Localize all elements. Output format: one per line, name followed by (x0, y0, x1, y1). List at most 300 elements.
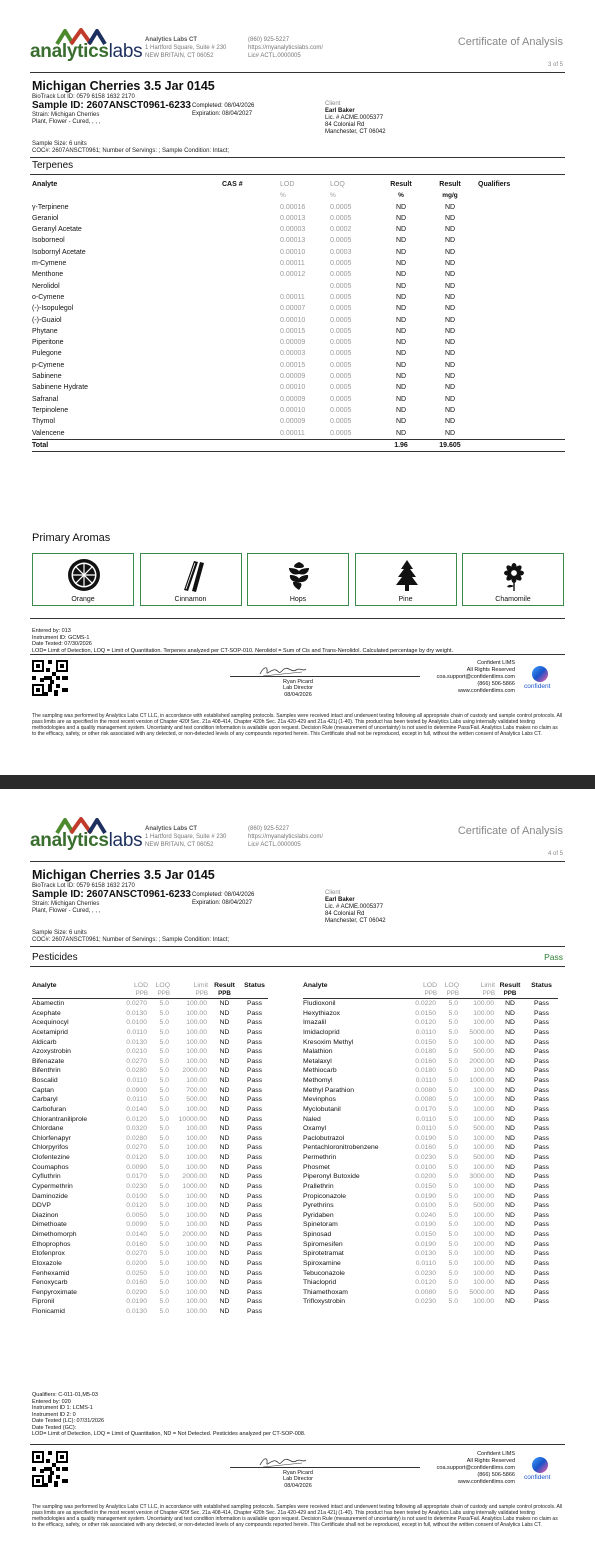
page-number: 3 of 5 (547, 62, 563, 68)
lims-info (400, 1451, 515, 1486)
table-cell: γ-Terpinene (32, 203, 69, 211)
table-cell: 5.0 (448, 1231, 458, 1238)
table-cell: 5.0 (159, 1028, 169, 1036)
table-cell: 5.0 (159, 1115, 169, 1123)
pesticides-table-right (303, 981, 558, 1307)
pesticides-table-left (32, 981, 268, 1317)
table-cell: (-)-Isopulegol (32, 305, 74, 313)
table-cell: Pass (533, 1221, 550, 1229)
table-cell: 5.0 (159, 1057, 169, 1065)
table-cell: Safranal (32, 395, 59, 403)
table-cell: 5.0 (159, 1163, 169, 1171)
total-cell (222, 439, 280, 451)
table-cell: 0.0005 (330, 305, 352, 313)
table-row (303, 1124, 558, 1134)
table-cell: ND (219, 1086, 230, 1094)
table-cell: ND (219, 1221, 230, 1229)
table-cell: 0.0005 (330, 260, 352, 268)
unit-cell (525, 990, 558, 999)
table-cell: 0.0005 (330, 203, 352, 211)
table-cell: Pass (533, 1182, 550, 1190)
table-cell: Pass (246, 1067, 263, 1075)
table-cell: 0.0110 (415, 1028, 436, 1036)
qr-code[interactable] (32, 1451, 68, 1487)
table-cell: m-Cymene (32, 260, 67, 268)
table-cell: 0.0130 (126, 1308, 147, 1315)
table-row (303, 1009, 558, 1019)
table-row (32, 337, 565, 348)
table-row (32, 1297, 268, 1307)
table-cell: ND (505, 1028, 515, 1036)
table-cell: Captan (32, 1086, 54, 1094)
table-cell: Pass (246, 1134, 263, 1142)
coa-page-3 (0, 0, 595, 775)
table-cell: 100.00 (473, 1086, 494, 1094)
section-title-terpenes: Terpenes (32, 160, 74, 171)
qualifier-cell (478, 360, 565, 371)
table-cell: 3000.00 (469, 1173, 494, 1181)
table-cell: ND (219, 1067, 230, 1075)
table-row (32, 1153, 268, 1163)
table-row (32, 1163, 268, 1173)
table-cell: Aldicarb (32, 1038, 57, 1046)
table-row (303, 1211, 558, 1221)
lims-rights: All Rights Reserved (466, 1458, 515, 1464)
table-cell: 500.00 (473, 1154, 494, 1161)
table-cell: ND (444, 373, 456, 381)
biotrack-id: BioTrack Lot ID: 0579 6158 1632 2170 (32, 94, 135, 100)
table-cell: Pass (533, 1048, 550, 1056)
table-cell: 5.0 (448, 1221, 458, 1229)
table-cell: Clofentezine (32, 1154, 70, 1161)
table-cell: 5.0 (159, 1279, 169, 1287)
table-cell: Carbaryl (32, 1096, 58, 1104)
table-cell: 100.00 (473, 1250, 494, 1258)
table-cell: Mevinphos (303, 1096, 336, 1104)
table-cell: Pass (246, 1057, 263, 1065)
table-cell: Pass (533, 1009, 550, 1017)
table-cell: ND (395, 214, 407, 222)
table-cell: 5.0 (448, 1067, 458, 1075)
lab-website[interactable]: https://myanalyticslabs.com/ (248, 834, 324, 840)
table-cell: ND (444, 429, 456, 437)
table-cell: ND (505, 1038, 515, 1046)
unit-cell: % (330, 192, 336, 200)
table-cell: 0.0100 (126, 1192, 147, 1200)
table-cell: ND (219, 1231, 230, 1238)
table-cell: Thiacloprid (303, 1279, 337, 1287)
product-type: Plant, Flower - Cured, , , , (32, 119, 101, 125)
column-header: LOQ (444, 982, 459, 989)
table-cell: Pass (246, 1163, 263, 1171)
table-cell: Chlorantraniliprole (32, 1115, 88, 1123)
table-cell: Coumaphos (32, 1163, 69, 1171)
table-cell: 0.0160 (415, 1144, 436, 1152)
table-cell: 0.0200 (126, 1259, 147, 1267)
column-header: LOD (134, 982, 148, 989)
table-cell: ND (444, 395, 456, 403)
table-header-row (303, 981, 558, 990)
table-cell: 100.00 (473, 1115, 494, 1123)
table-cell: Acetamiprid (32, 1028, 68, 1036)
table-cell: ND (505, 1182, 515, 1190)
logo-text-analytics: analytics (30, 41, 109, 62)
table-cell: 100.00 (186, 1211, 207, 1219)
table-cell: 100.00 (186, 1308, 207, 1315)
signatory-name: Ryan Picard (283, 1470, 313, 1476)
table-cell: Pass (533, 1134, 550, 1142)
table-cell: 0.0050 (126, 1211, 147, 1219)
table-row (32, 999, 268, 1009)
table-cell: 0.00007 (280, 305, 306, 313)
table-cell: 100.00 (473, 1134, 494, 1142)
table-cell: 5.0 (448, 1115, 458, 1123)
table-row (32, 235, 565, 246)
table-cell: 100.00 (186, 1105, 207, 1113)
table-cell: Paclobutrazol (303, 1134, 345, 1142)
table-cell: 0.0005 (330, 373, 352, 381)
table-cell: 100.00 (473, 1240, 494, 1248)
table-cell: 0.0140 (126, 1105, 147, 1113)
lims-info (400, 660, 515, 695)
table-cell: 100.00 (186, 1221, 207, 1229)
table-row (32, 1028, 268, 1038)
header-rule (30, 72, 565, 73)
table-cell: 100.00 (473, 1163, 494, 1171)
coa-title: Certificate of Analysis (457, 825, 563, 837)
qualifier-cell (478, 382, 565, 393)
table-cell: 5.0 (159, 1231, 169, 1238)
table-cell: ND (505, 1192, 515, 1200)
table-cell: ND (219, 1000, 230, 1007)
lab-contact (248, 36, 323, 60)
lims-site[interactable]: www.confidentlims.com (457, 1479, 515, 1485)
table-cell: ND (219, 1019, 230, 1027)
footer-line: Date Tested (GC): (32, 1424, 77, 1431)
table-row (303, 1259, 558, 1269)
table-cell (222, 360, 280, 371)
table-cell: 5.0 (159, 1202, 169, 1210)
table-cell: 5.0 (159, 1000, 169, 1007)
table-row (303, 1095, 558, 1105)
column-header: Result (390, 181, 412, 188)
table-cell: Pass (533, 1028, 550, 1036)
qr-code[interactable] (32, 660, 68, 696)
table-row (303, 1278, 558, 1288)
unit-cell: PPB (406, 990, 437, 999)
table-cell: 100.00 (473, 1144, 494, 1152)
table-cell: Cypermethrin (32, 1182, 73, 1190)
qualifier-cell (478, 292, 565, 303)
column-header: Result (439, 181, 461, 188)
table-row (32, 1240, 268, 1250)
table-cell: ND (219, 1096, 230, 1104)
qualifier-cell (478, 235, 565, 246)
table-cell: ND (219, 1259, 230, 1267)
page-separator (0, 775, 595, 789)
table-row (303, 1192, 558, 1202)
table-cell: 100.00 (186, 1057, 207, 1065)
table-cell: 100.00 (186, 1028, 207, 1036)
section-title-pesticides: Pesticides (32, 952, 78, 963)
qualifier-cell (478, 281, 565, 292)
table-row (32, 315, 565, 326)
table-cell: 0.0120 (415, 1279, 436, 1287)
hops-icon (281, 558, 317, 592)
table-cell: ND (395, 339, 407, 347)
unit-cell: mg/g (442, 192, 458, 200)
table-cell: Pass (246, 1250, 263, 1258)
table-cell: Chlorpyrifos (32, 1144, 69, 1152)
table-row (32, 202, 565, 213)
table-cell: ND (219, 1298, 230, 1306)
table-cell: ND (219, 1125, 230, 1133)
table-cell: Bifenazate (32, 1057, 65, 1065)
table-cell: Pass (246, 1173, 263, 1181)
table-cell: ND (395, 418, 407, 426)
table-cell: o-Cymene (32, 293, 65, 301)
table-cell: 0.0100 (415, 1163, 436, 1171)
lab-license: Lic# ACTL.0000005 (248, 842, 301, 848)
table-cell: ND (444, 384, 456, 392)
qr-code-icon (32, 1451, 68, 1487)
table-cell: 5.0 (159, 1298, 169, 1306)
table-cell: 0.0100 (126, 1019, 147, 1027)
table-cell: Daminozide (32, 1192, 68, 1200)
table-cell: 5.0 (159, 1105, 169, 1113)
logo-text-analytics: analytics (30, 830, 109, 851)
table-cell: Pass (246, 1192, 263, 1200)
table-cell: 0.0280 (126, 1067, 147, 1075)
table-cell: 2000.00 (469, 1057, 494, 1065)
table-cell: ND (395, 395, 407, 403)
table-cell: 5.0 (159, 1288, 169, 1296)
table-cell: 0.0120 (126, 1154, 147, 1161)
qualifier-cell (478, 269, 565, 280)
table-cell: Spiromesifen (303, 1240, 343, 1248)
table-cell: 0.0080 (415, 1096, 436, 1104)
table-cell: Chlordane (32, 1125, 64, 1133)
table-cell: Pass (533, 1154, 550, 1161)
footer-line: Instrument ID: GCMS-1 (32, 634, 90, 641)
product-type: Plant, Flower - Cured, , , , (32, 908, 101, 914)
table-cell: ND (395, 429, 407, 437)
table-cell: 0.0090 (126, 1221, 147, 1229)
table-cell: ND (505, 1269, 515, 1277)
table-cell: Permethrin (303, 1154, 337, 1161)
legal-disclaimer: The sampling was performed by Analytics Labs CT LLC, in accordance with established sampling protocols. Samples were received intact and underwent testing following all appropriate chain of custody and sample control protocols. All pass limits are as specified in the most recent version of Chapter 420f Sec. 21a 408-414, Chapter 420h Sec. 21a 420-429 and 21a 421j (1-40). This product has been tested by Analytics Labs using internally validated testing methodologies and a quality management system. Uncertainty and test condition information is available upon request. Decision Rule (measurement of uncertainty) is not used to determine Pass/Fail. Analytics Labs makes no claim as to the efficacy, safety, or other risk associated with any detected, or non-detected levels of any compounds reported herein. This Certificate shall not be reproduced, except in full, without the written consent of Analytics Labs CT. (32, 1504, 563, 1528)
table-cell: ND (395, 406, 407, 414)
signature-line (230, 1467, 420, 1468)
signature-date: 08/04/2026 (284, 1482, 312, 1489)
table-cell: Pass (246, 1308, 263, 1315)
table-row (32, 224, 565, 235)
table-cell: ND (395, 271, 407, 279)
table-row (303, 1153, 558, 1163)
column-header: Analyte (32, 982, 57, 989)
table-cell (222, 292, 280, 303)
table-cell: ND (219, 1211, 230, 1219)
table-cell: 5.0 (448, 1192, 458, 1200)
table-cell: 5.0 (159, 1308, 169, 1315)
table-cell (222, 247, 280, 258)
table-cell: ND (219, 1182, 230, 1190)
table-cell: Pass (246, 1077, 263, 1084)
client-address1: 84 Colonial Rd (325, 122, 365, 128)
table-row (303, 1249, 558, 1259)
table-cell: ND (395, 203, 407, 211)
table-cell: 100.00 (473, 1182, 494, 1190)
completed-date: Completed: 08/04/2026 (192, 103, 255, 109)
table-row (303, 999, 558, 1009)
total-cell (330, 439, 380, 451)
table-cell: ND (219, 1173, 230, 1181)
table-cell: 100.00 (186, 1048, 207, 1056)
completed-date: Completed: 08/04/2026 (192, 892, 255, 898)
table-cell: Pass (246, 1269, 263, 1277)
table-cell: ND (219, 1154, 230, 1161)
table-row (303, 1076, 558, 1086)
table-cell: 100.00 (473, 1009, 494, 1017)
table-cell: ND (444, 282, 456, 290)
table-cell: ND (505, 1250, 515, 1258)
unit-cell (32, 990, 118, 999)
table-cell: 0.0270 (126, 1000, 147, 1007)
table-cell: ND (505, 1240, 515, 1248)
table-cell: ND (444, 260, 456, 268)
client-name: Earl Baker (325, 108, 355, 114)
section-rule (30, 966, 565, 967)
table-cell: 0.0080 (415, 1086, 436, 1094)
table-cell: ND (219, 1115, 230, 1123)
table-cell: ND (444, 316, 456, 324)
table-cell: 5.0 (159, 1182, 169, 1190)
table-cell: (-)-Guaiol (32, 316, 62, 324)
table-cell: Pass (533, 1057, 550, 1065)
table-cell: Diazinon (32, 1211, 59, 1219)
table-cell: Pass (533, 1240, 550, 1248)
table-row (32, 1288, 268, 1298)
table-cell: ND (505, 1115, 515, 1123)
unit-cell (303, 990, 406, 999)
table-cell: 100.00 (186, 1240, 207, 1248)
signature-date: 08/04/2026 (284, 691, 312, 698)
coc-info: COC#: 2607ANSCT0961; Number of Servings: ; Sample Condition: Intact; (32, 148, 230, 154)
table-cell: 5.0 (159, 1134, 169, 1142)
table-cell: Carbofuran (32, 1105, 67, 1113)
table-cell: ND (505, 1048, 515, 1056)
table-cell: ND (505, 1298, 515, 1306)
aroma-label: Pine (398, 596, 413, 603)
test-footer (32, 1392, 305, 1438)
table-cell: ND (395, 293, 407, 301)
table-cell: Dimethoate (32, 1221, 67, 1229)
unit-cell: PPB (208, 990, 241, 999)
table-cell: Sabinene (32, 373, 62, 381)
table-cell: Pass (533, 1298, 550, 1306)
table-cell: 5.0 (448, 1028, 458, 1036)
table-row (303, 1038, 558, 1048)
table-cell: 0.0110 (126, 1028, 147, 1036)
lims-email[interactable]: coa.support@confidentlims.com (436, 674, 515, 680)
table-cell: Acephate (32, 1009, 61, 1017)
table-cell: 0.0005 (330, 214, 352, 222)
table-row (303, 1230, 558, 1240)
footer-line: Qualifiers: C-011-01,M5-03 (32, 1392, 98, 1398)
table-cell: ND (219, 1134, 230, 1142)
table-cell: 0.00012 (280, 271, 306, 279)
table-cell: 0.0005 (330, 418, 352, 426)
table-cell: 100.00 (473, 1019, 494, 1027)
table-cell: 100.00 (186, 1250, 207, 1258)
table-cell: ND (395, 327, 407, 335)
table-cell: Spirotetramat (303, 1250, 344, 1258)
table-cell: Spinetoram (303, 1221, 338, 1229)
table-cell: 100.00 (186, 1192, 207, 1200)
table-cell: ND (219, 1057, 230, 1065)
table-cell (222, 281, 280, 292)
table-cell: 0.00010 (280, 384, 306, 392)
qualifier-cell (478, 224, 565, 235)
qualifier-cell (478, 303, 565, 314)
table-row (303, 1240, 558, 1250)
table-cell: 100.00 (473, 1211, 494, 1219)
table-row (32, 1134, 268, 1144)
table-cell: 5.0 (448, 1154, 458, 1161)
table-cell: 0.0270 (126, 1057, 147, 1065)
table-cell: 100.00 (473, 1221, 494, 1229)
table-cell: 5.0 (448, 1057, 458, 1065)
table-cell: ND (444, 418, 456, 426)
table-cell: ND (505, 1202, 515, 1210)
table-cell: 0.0140 (126, 1231, 147, 1238)
table-cell: 0.0230 (415, 1298, 436, 1306)
info-rule (30, 946, 565, 947)
table-row (32, 1259, 268, 1269)
table-row (303, 1057, 558, 1067)
table-row (303, 1134, 558, 1144)
qualifier-cell (478, 394, 565, 405)
client-label: Client (325, 101, 341, 107)
table-row (32, 303, 565, 314)
strain: Strain: Michigan Cherries (32, 901, 100, 907)
lims-email[interactable]: coa.support@confidentlims.com (436, 1465, 515, 1471)
lab-phone: (860) 925-5227 (248, 37, 290, 43)
aroma-label: Chamomile (495, 596, 531, 603)
table-row (32, 428, 565, 440)
sample-id: Sample ID: 2607ANSCT0961-6233 (32, 100, 191, 111)
table-cell: 5.0 (448, 1000, 458, 1007)
lab-address-line1: 1 Hartford Square, Suite # 230 (145, 45, 227, 51)
table-cell: Imazalil (303, 1019, 327, 1027)
footer-line: Instrument ID 2: 0 (32, 1411, 76, 1418)
table-cell: 5.0 (448, 1259, 458, 1267)
qualifier-cell (478, 202, 565, 213)
lims-site[interactable]: www.confidentlims.com (457, 688, 515, 694)
table-cell: Pyridaben (303, 1211, 334, 1219)
table-cell: 0.0005 (330, 316, 352, 324)
lab-website[interactable]: https://myanalyticslabs.com/ (248, 45, 324, 51)
column-header: Limit (193, 982, 208, 989)
chamomile-icon (496, 558, 532, 592)
table-cell: 100.00 (473, 1279, 494, 1287)
aroma-card-pine (355, 553, 457, 606)
table-cell: 5.0 (448, 1096, 458, 1104)
table-cell: Methomyl (303, 1077, 333, 1084)
table-cell: 0.0005 (330, 237, 352, 245)
table-cell: 100.00 (186, 1019, 207, 1027)
table-cell: 100.00 (186, 1144, 207, 1152)
